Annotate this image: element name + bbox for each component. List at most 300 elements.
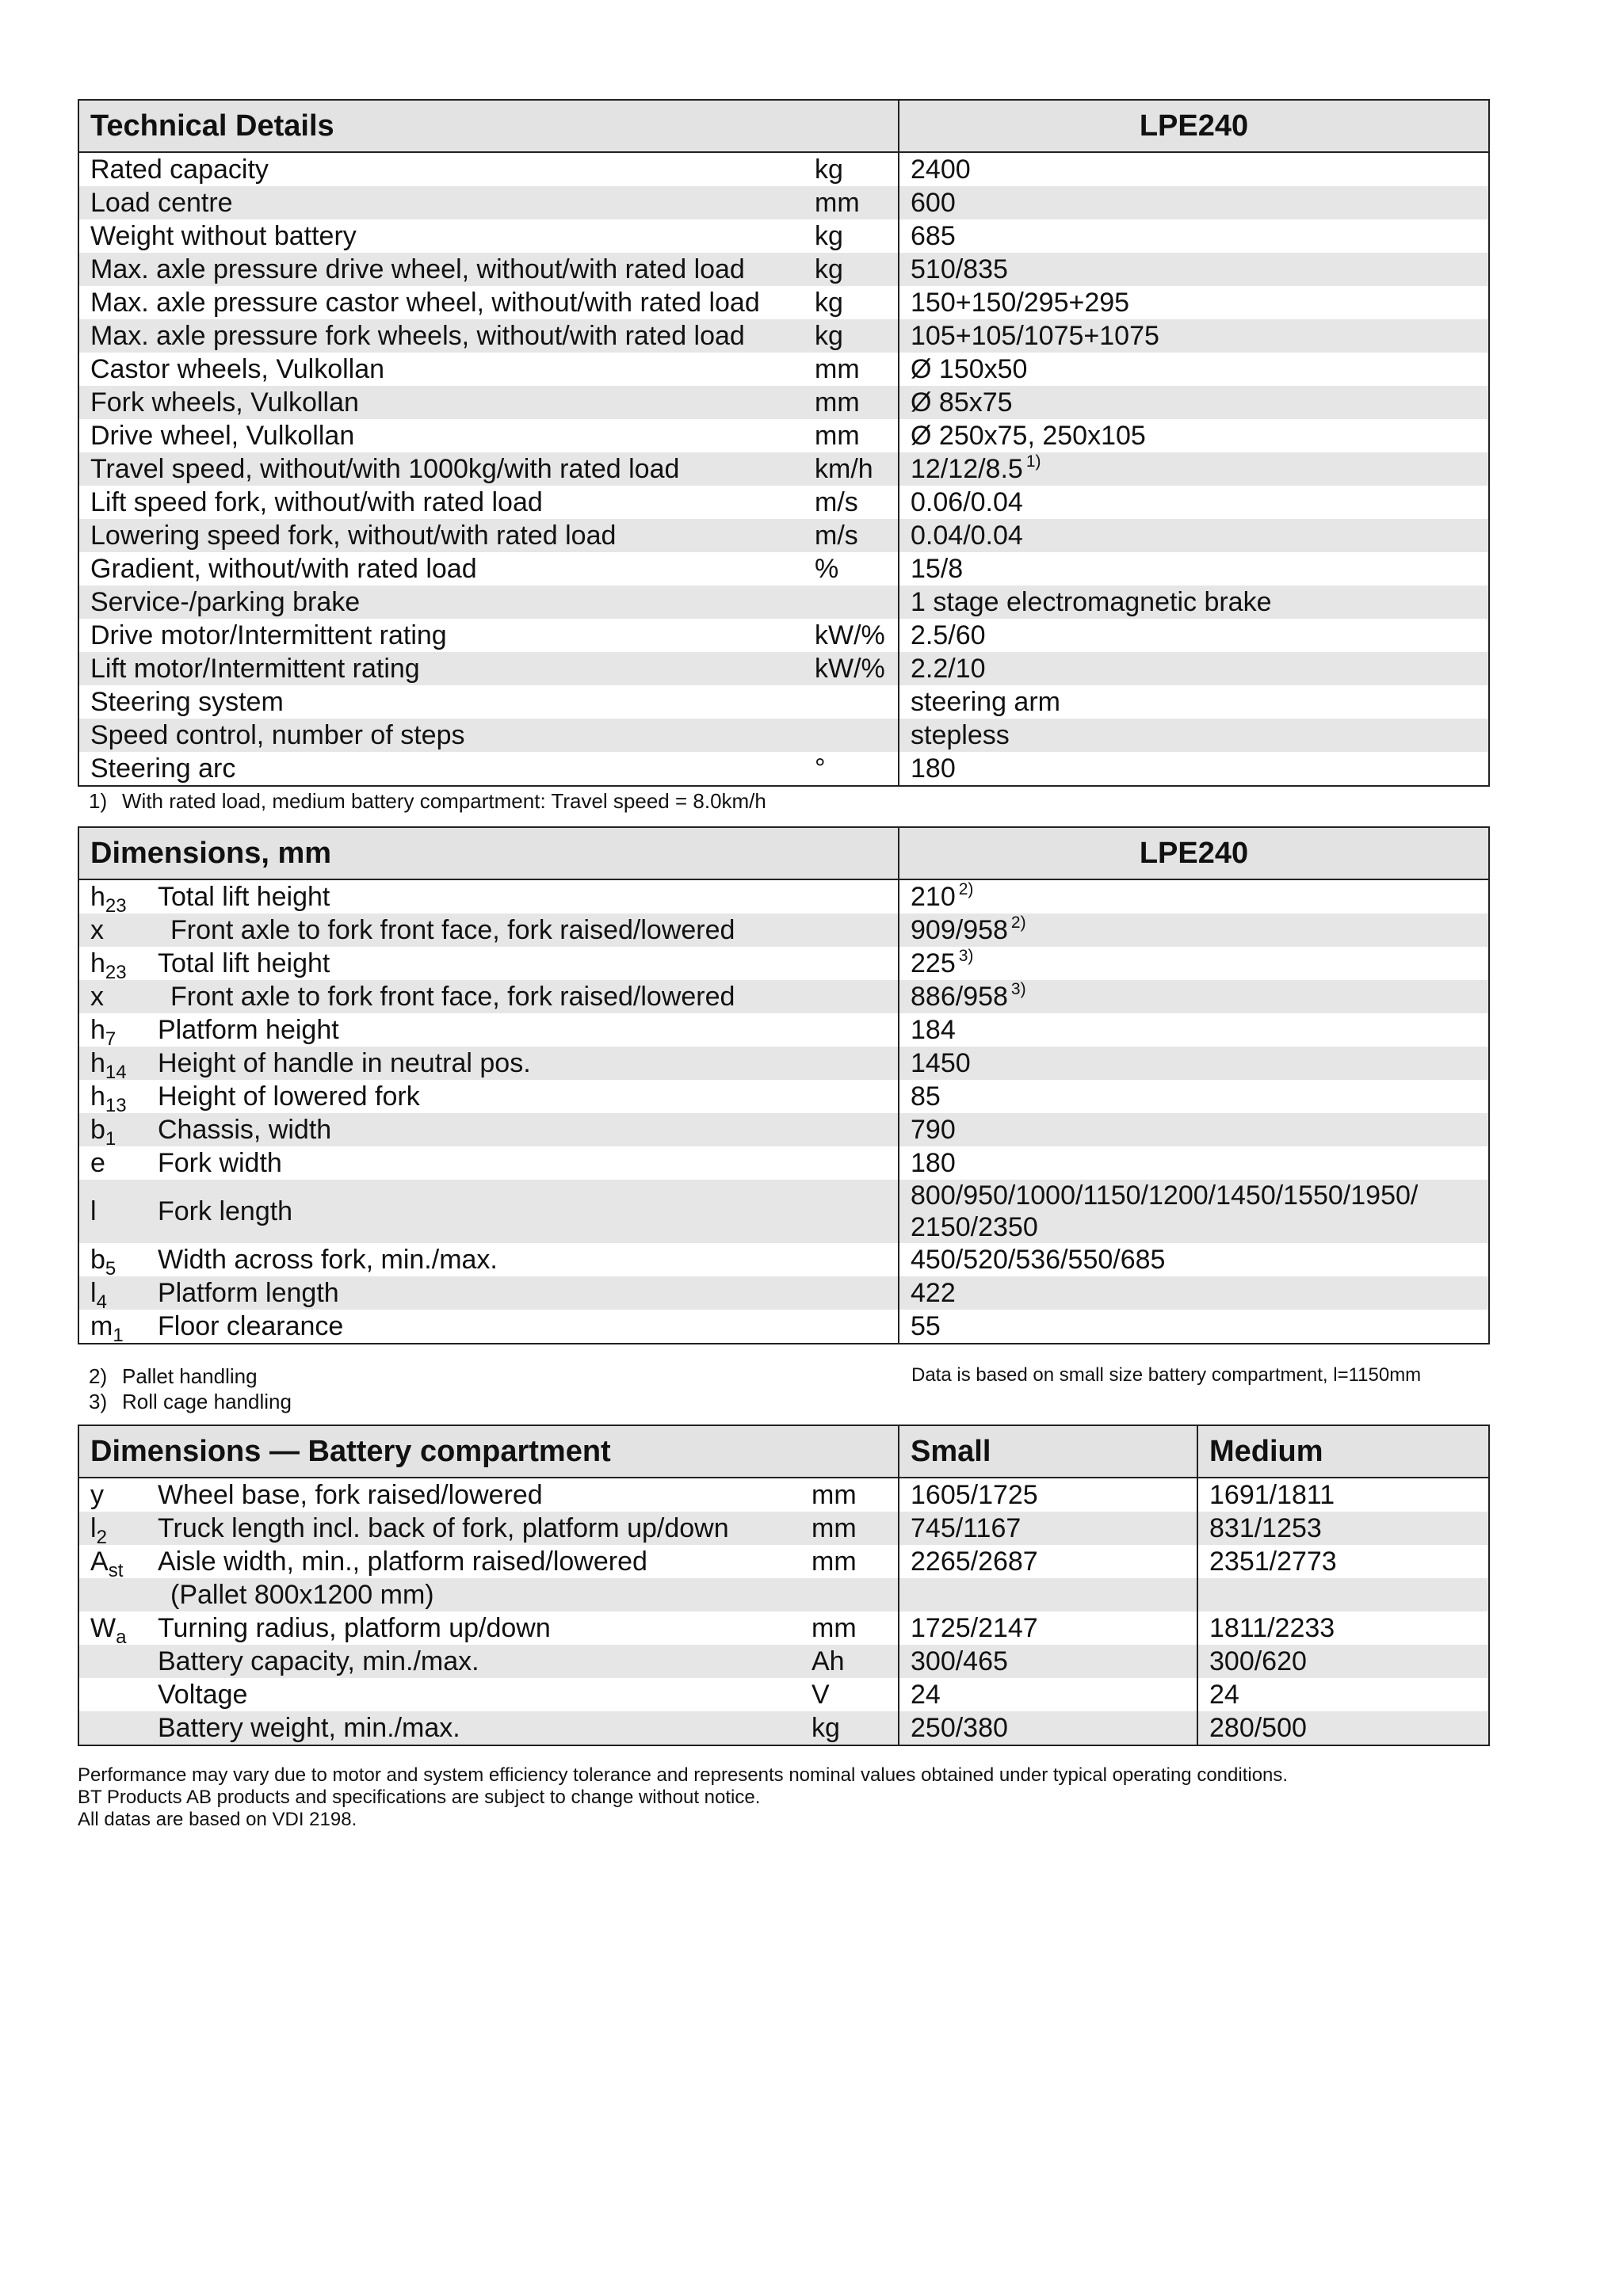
symbol: h	[90, 1015, 105, 1045]
dimension-value	[899, 913, 1489, 947]
table-row	[78, 1180, 1489, 1243]
symbol: h	[90, 1048, 105, 1078]
dimension-value-text: 210	[911, 882, 956, 912]
battery-col-small: Small	[899, 1425, 1197, 1478]
footnote-text: With rated load, medium battery compartment: Travel speed = 8.0km/h	[122, 789, 766, 813]
symbol-cell	[78, 1578, 147, 1611]
spec-label	[78, 152, 804, 186]
spec-value-text: steering arm	[911, 687, 1060, 717]
spec-value-text: 2.2/10	[911, 654, 986, 684]
battery-medium-value-text: 831/1253	[1209, 1513, 1322, 1543]
symbol-subscript: 5	[105, 1257, 116, 1276]
spec-unit-text: km/h	[815, 454, 873, 484]
dimension-value	[899, 1276, 1489, 1310]
table-row	[78, 286, 1489, 319]
spec-label-text: Steering system	[90, 687, 284, 717]
spec-unit-text: m/s	[815, 521, 858, 551]
dimension-value-text: 886/958	[911, 982, 1008, 1012]
dimension-value	[899, 1310, 1489, 1344]
table-row	[78, 1146, 1489, 1180]
footer-line: Performance may vary due to motor and system efficiency tolerance and represents nominal values obtained under typical operating conditions.	[78, 1764, 1289, 1786]
symbol-subscript: 13	[105, 1094, 127, 1113]
table-row	[78, 1678, 1489, 1711]
dimension-label	[147, 1113, 899, 1146]
footnote-1	[89, 789, 766, 814]
spec-unit	[804, 552, 899, 585]
dimension-label-text: Fork width	[158, 1148, 282, 1178]
table-row	[78, 652, 1489, 685]
battery-small-value-text: 2265/2687	[911, 1547, 1038, 1577]
symbol-cell	[78, 1512, 147, 1545]
symbol: x	[90, 915, 104, 945]
spec-label	[78, 186, 804, 219]
dimensions-side-note: Data is based on small size battery compartment, l=1150mm	[911, 1364, 1422, 1386]
spec-value-text: Ø 150x50	[911, 354, 1028, 384]
dimension-label-text: Front axle to fork front face, fork raised/lowered	[170, 915, 735, 945]
spec-label-text: Rated capacity	[90, 154, 269, 185]
spec-unit	[804, 619, 899, 652]
spec-label	[78, 452, 804, 486]
spec-unit-text: kg	[815, 288, 843, 318]
battery-label-text: Battery capacity, min./max.	[158, 1646, 479, 1676]
dimension-value-text: 422	[911, 1278, 956, 1308]
symbol-cell	[78, 1310, 147, 1344]
battery-small-value-text: 745/1167	[911, 1513, 1022, 1543]
spec-label-text: Lift motor/Intermittent rating	[90, 654, 420, 684]
dimension-label	[147, 1276, 899, 1310]
battery-medium-value	[1197, 1512, 1489, 1545]
battery-medium-value	[1197, 1611, 1489, 1645]
dimension-label	[147, 980, 899, 1013]
battery-unit-text: mm	[812, 1613, 857, 1643]
spec-label-text: Max. axle pressure castor wheel, without/with rated load	[90, 288, 760, 318]
battery-col-medium: Medium	[1197, 1425, 1489, 1478]
symbol: m	[90, 1311, 113, 1341]
spec-value-text: 1 stage electromagnetic brake	[911, 587, 1272, 617]
footnote-text: Pallet handling	[122, 1364, 258, 1388]
technical-details-title: Technical Details	[78, 100, 899, 152]
spec-label-text: Service-/parking brake	[90, 587, 361, 617]
table-row	[78, 319, 1489, 353]
technical-details-section	[78, 99, 1490, 787]
symbol-cell	[78, 1611, 147, 1645]
dimension-value-text: 184	[911, 1015, 956, 1045]
footer-line: BT Products AB products and specifications are subject to change without notice.	[78, 1787, 761, 1808]
dimension-value-text: 180	[911, 1148, 956, 1178]
spec-unit	[804, 486, 899, 519]
table-row	[78, 1113, 1489, 1146]
spec-unit	[804, 452, 899, 486]
battery-label	[147, 1578, 800, 1611]
battery-small-value	[899, 1611, 1197, 1645]
dimension-label	[147, 879, 899, 913]
spec-label-text: Steering arc	[90, 753, 236, 784]
battery-medium-value-text: 24	[1209, 1680, 1239, 1710]
dimension-label-text: Front axle to fork front face, fork raised/lowered	[170, 982, 735, 1012]
table-row	[78, 253, 1489, 286]
spec-label-text: Drive motor/Intermittent rating	[90, 620, 447, 650]
dimensions-section	[78, 826, 1490, 1344]
symbol: h	[90, 948, 105, 978]
table-row	[78, 1512, 1489, 1545]
symbol-cell	[78, 947, 147, 980]
battery-unit-text: Ah	[812, 1646, 845, 1676]
dimension-value-text: 800/950/1000/1150/1200/1450/1550/1950/ 2150/2350	[911, 1180, 1419, 1242]
battery-small-value	[899, 1645, 1197, 1678]
battery-small-value	[899, 1711, 1197, 1745]
spec-unit-text: mm	[815, 354, 860, 384]
battery-unit	[800, 1512, 899, 1545]
technical-details-body	[78, 152, 1489, 786]
battery-header-row	[78, 1425, 1489, 1478]
table-row	[78, 353, 1489, 386]
table-row	[78, 913, 1489, 947]
spec-value-text: 12/12/8.5	[911, 454, 1023, 484]
spec-unit-text: mm	[815, 421, 860, 451]
battery-label	[147, 1545, 800, 1578]
spec-unit-text: °	[815, 753, 826, 784]
spec-unit	[804, 152, 899, 186]
spec-unit	[804, 685, 899, 719]
spec-value	[899, 685, 1489, 719]
dimension-label	[147, 1180, 899, 1243]
battery-medium-value-text: 300/620	[1209, 1646, 1307, 1676]
dimension-value	[899, 1080, 1489, 1113]
spec-value-text: 0.04/0.04	[911, 521, 1023, 551]
spec-value	[899, 652, 1489, 685]
symbol-cell	[78, 1013, 147, 1047]
dimension-label	[147, 913, 899, 947]
spec-unit	[804, 719, 899, 752]
dimension-label-text: Fork length	[158, 1196, 293, 1226]
battery-unit	[800, 1611, 899, 1645]
battery-label	[147, 1645, 800, 1678]
symbol-cell	[78, 1645, 147, 1678]
battery-unit-text: mm	[812, 1513, 857, 1543]
spec-value	[899, 186, 1489, 219]
footnote-text: Roll cage handling	[122, 1390, 292, 1413]
spec-label	[78, 353, 804, 386]
symbol-cell	[78, 913, 147, 947]
battery-small-value	[899, 1678, 1197, 1711]
table-row	[78, 1711, 1489, 1745]
table-row	[78, 619, 1489, 652]
table-row	[78, 879, 1489, 913]
spec-value	[899, 552, 1489, 585]
battery-medium-value	[1197, 1711, 1489, 1745]
spec-label	[78, 419, 804, 452]
table-row	[78, 685, 1489, 719]
battery-unit	[800, 1545, 899, 1578]
symbol-subscript: 7	[105, 1028, 116, 1047]
symbol-subscript: 4	[96, 1291, 107, 1310]
footer-notes	[78, 1764, 1288, 1831]
battery-unit	[800, 1578, 899, 1611]
spec-label-text: Max. axle pressure fork wheels, without/with rated load	[90, 321, 745, 351]
spec-value-text: 2400	[911, 154, 971, 185]
battery-title: Dimensions — Battery compartment	[78, 1425, 899, 1478]
symbol: b	[90, 1245, 105, 1275]
table-row	[78, 1310, 1489, 1344]
table-row	[78, 980, 1489, 1013]
technical-details-table	[78, 99, 1490, 787]
dimensions-model: LPE240	[899, 827, 1489, 879]
symbol-cell	[78, 879, 147, 913]
battery-medium-value	[1197, 1678, 1489, 1711]
spec-unit	[804, 386, 899, 419]
table-row	[78, 552, 1489, 585]
spec-label-text: Gradient, without/with rated load	[90, 554, 477, 584]
footnote-ref: 2)	[958, 880, 974, 898]
table-row	[78, 1578, 1489, 1611]
symbol-cell	[78, 1276, 147, 1310]
dimension-value	[899, 1013, 1489, 1047]
table-row	[78, 1545, 1489, 1578]
symbol: x	[90, 982, 104, 1012]
dimension-value-text: 790	[911, 1115, 956, 1145]
spec-label-text: Drive wheel, Vulkollan	[90, 421, 355, 451]
spec-value-text: 105+105/1075+1075	[911, 321, 1159, 351]
spec-value-text: Ø 250x75, 250x105	[911, 421, 1146, 451]
table-row	[78, 585, 1489, 619]
battery-small-value-text: 300/465	[911, 1646, 1008, 1676]
symbol: l	[90, 1278, 97, 1308]
dimensions-body	[78, 879, 1489, 1344]
spec-value-text: 0.06/0.04	[911, 487, 1023, 517]
spec-label-text: Travel speed, without/with 1000kg/with rated load	[90, 454, 680, 484]
symbol-cell	[78, 1080, 147, 1113]
battery-label	[147, 1512, 800, 1545]
battery-label	[147, 1478, 800, 1512]
spec-unit-text: kW/%	[815, 654, 885, 684]
technical-details-model: LPE240	[899, 100, 1489, 152]
footnote-2	[89, 1364, 258, 1389]
spec-unit	[804, 419, 899, 452]
dimension-label-text: Platform height	[158, 1015, 339, 1045]
battery-label	[147, 1678, 800, 1711]
dimension-label	[147, 1080, 899, 1113]
footer-line: All datas are based on VDI 2198.	[78, 1809, 357, 1830]
battery-medium-value-text: 1811/2233	[1209, 1613, 1335, 1643]
dimension-value	[899, 1047, 1489, 1080]
spec-value	[899, 253, 1489, 286]
battery-medium-value-text: 280/500	[1209, 1713, 1307, 1743]
dimensions-title: Dimensions, mm	[78, 827, 899, 879]
dimension-value-text: 1450	[911, 1048, 971, 1078]
spec-label	[78, 652, 804, 685]
dimension-value-text: 450/520/536/550/685	[911, 1245, 1166, 1275]
symbol-subscript: 14	[105, 1061, 127, 1080]
battery-small-value	[899, 1478, 1197, 1512]
spec-value	[899, 286, 1489, 319]
dimension-value-text: 225	[911, 948, 956, 978]
table-row	[78, 752, 1489, 786]
spec-value-text: 510/835	[911, 254, 1008, 284]
spec-label-text: Weight without battery	[90, 221, 357, 251]
table-row	[78, 1013, 1489, 1047]
spec-value	[899, 619, 1489, 652]
battery-table	[78, 1425, 1490, 1746]
spec-value	[899, 719, 1489, 752]
battery-label-text: Wheel base, fork raised/lowered	[158, 1480, 543, 1510]
dimension-value-text: 85	[911, 1081, 941, 1112]
spec-value	[899, 519, 1489, 552]
symbol: y	[90, 1480, 104, 1510]
spec-value-text: 150+150/295+295	[911, 288, 1130, 318]
table-row	[78, 186, 1489, 219]
dimension-value	[899, 879, 1489, 913]
spec-label	[78, 386, 804, 419]
battery-small-value-text: 1725/2147	[911, 1613, 1038, 1643]
dimension-value	[899, 980, 1489, 1013]
dimension-label	[147, 947, 899, 980]
table-row	[78, 947, 1489, 980]
battery-unit	[800, 1645, 899, 1678]
dimension-label-text: Height of lowered fork	[158, 1081, 420, 1112]
battery-small-value-text: 1605/1725	[911, 1480, 1038, 1510]
table-row	[78, 1080, 1489, 1113]
spec-unit-text: kg	[815, 154, 843, 185]
symbol: W	[90, 1613, 116, 1643]
spec-unit-text: kg	[815, 321, 843, 351]
dimension-value-text: 55	[911, 1311, 941, 1341]
symbol-subscript: 1	[105, 1127, 116, 1146]
spec-value-text: 180	[911, 753, 956, 784]
symbol: e	[90, 1148, 105, 1178]
dimension-value	[899, 1180, 1489, 1243]
spec-value-text: stepless	[911, 720, 1010, 750]
spec-label-text: Speed control, number of steps	[90, 720, 465, 750]
spec-label-text: Max. axle pressure drive wheel, without/with rated load	[90, 254, 745, 284]
symbol-cell	[78, 1478, 147, 1512]
spec-unit-text: kW/%	[815, 620, 885, 650]
footnote-number: 2)	[89, 1364, 108, 1388]
battery-body	[78, 1478, 1489, 1745]
dimension-label	[147, 1146, 899, 1180]
spec-value	[899, 319, 1489, 353]
table-row	[78, 219, 1489, 253]
spec-label	[78, 253, 804, 286]
table-row	[78, 1645, 1489, 1678]
spec-unit	[804, 219, 899, 253]
symbol-subscript: 23	[105, 894, 127, 913]
spec-value	[899, 452, 1489, 486]
spec-value	[899, 152, 1489, 186]
dimension-label-text: Chassis, width	[158, 1115, 332, 1145]
spec-label-text: Load centre	[90, 188, 233, 218]
symbol: l	[90, 1513, 97, 1543]
symbol-cell	[78, 1711, 147, 1745]
symbol-cell	[78, 1545, 147, 1578]
dimensions-header-row	[78, 827, 1489, 879]
spec-label	[78, 585, 804, 619]
symbol: l	[90, 1196, 97, 1226]
dimension-value	[899, 1113, 1489, 1146]
spec-label	[78, 719, 804, 752]
spec-label	[78, 552, 804, 585]
table-row	[78, 719, 1489, 752]
battery-label-text: Turning radius, platform up/down	[158, 1613, 551, 1643]
battery-unit-text: mm	[812, 1480, 857, 1510]
spec-unit	[804, 519, 899, 552]
spec-label	[78, 219, 804, 253]
battery-medium-value	[1197, 1545, 1489, 1578]
battery-small-value-text: 250/380	[911, 1713, 1008, 1743]
battery-medium-value	[1197, 1645, 1489, 1678]
battery-label-text: Voltage	[158, 1680, 248, 1710]
footnote-3	[89, 1390, 292, 1414]
spec-unit-text: mm	[815, 387, 860, 418]
dimension-label-text: Width across fork, min./max.	[158, 1245, 498, 1275]
dimension-label-text: Height of handle in neutral pos.	[158, 1048, 531, 1078]
dimension-label-text: Total lift height	[158, 882, 330, 912]
spec-unit	[804, 353, 899, 386]
dimension-value	[899, 947, 1489, 980]
dimension-label	[147, 1310, 899, 1344]
symbol-cell	[78, 1678, 147, 1711]
spec-unit	[804, 186, 899, 219]
battery-label	[147, 1711, 800, 1745]
spec-label-text: Lift speed fork, without/with rated load	[90, 487, 543, 517]
footnote-number: 1)	[89, 789, 108, 813]
spec-value-text: 15/8	[911, 554, 964, 584]
spec-value-text: 685	[911, 221, 956, 251]
symbol-subscript: 1	[113, 1324, 124, 1344]
spec-unit-text: m/s	[815, 487, 858, 517]
spec-label	[78, 685, 804, 719]
spec-label	[78, 752, 804, 786]
spec-unit	[804, 286, 899, 319]
table-row	[78, 452, 1489, 486]
battery-unit	[800, 1478, 899, 1512]
table-row	[78, 386, 1489, 419]
spec-unit	[804, 253, 899, 286]
footnote-ref: 1)	[1025, 452, 1041, 471]
dimension-label	[147, 1013, 899, 1047]
battery-unit-text: mm	[812, 1547, 857, 1577]
spec-unit	[804, 652, 899, 685]
battery-medium-value-text: 1691/1811	[1209, 1480, 1335, 1510]
dimensions-table	[78, 826, 1490, 1344]
spec-value	[899, 419, 1489, 452]
spec-unit-text: kg	[815, 221, 843, 251]
table-row	[78, 519, 1489, 552]
table-row	[78, 419, 1489, 452]
spec-unit	[804, 752, 899, 786]
spec-value	[899, 486, 1489, 519]
spec-unit-text: mm	[815, 188, 860, 218]
table-row	[78, 1478, 1489, 1512]
footnote-ref: 2)	[1010, 913, 1026, 932]
battery-small-value	[899, 1578, 1197, 1611]
table-row	[78, 152, 1489, 186]
battery-section	[78, 1425, 1490, 1746]
battery-medium-value	[1197, 1578, 1489, 1611]
technical-details-header-row	[78, 100, 1489, 152]
battery-small-value-text: 24	[911, 1680, 941, 1710]
battery-label-text: Aisle width, min., platform raised/lowered	[158, 1547, 647, 1577]
table-row	[78, 1276, 1489, 1310]
battery-unit-text: kg	[812, 1713, 840, 1743]
spec-unit-text: %	[815, 554, 839, 584]
dimension-value-text: 909/958	[911, 915, 1008, 945]
symbol-subscript: 2	[96, 1526, 107, 1545]
battery-label-text: Truck length incl. back of fork, platform up/down	[158, 1513, 729, 1543]
battery-label	[147, 1611, 800, 1645]
spec-label	[78, 619, 804, 652]
spec-label-text: Castor wheels, Vulkollan	[90, 354, 385, 384]
symbol: b	[90, 1115, 105, 1145]
